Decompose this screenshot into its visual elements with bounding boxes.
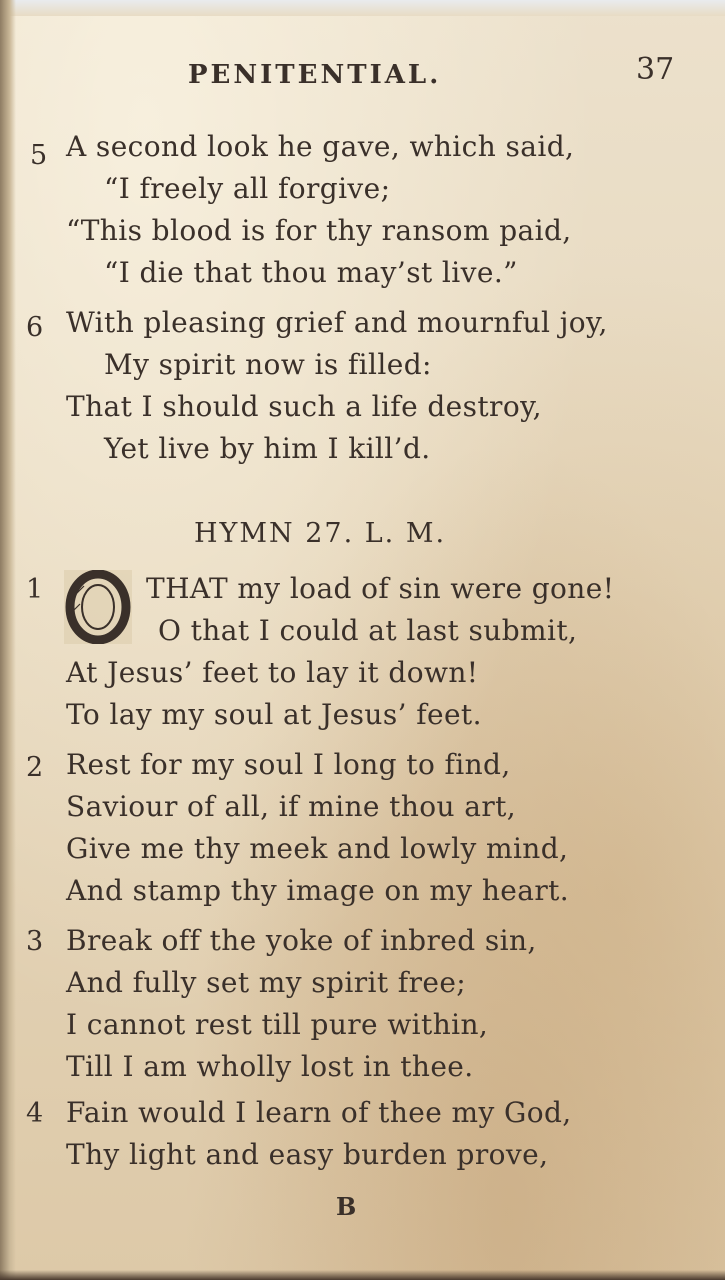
stanza-number: 3 xyxy=(26,926,44,957)
stanza-number: 5 xyxy=(30,140,48,171)
verse-line: Fain would I learn of thee my God, xyxy=(66,1096,572,1129)
stanza-number: 4 xyxy=(26,1098,44,1129)
verse-line: “I die that thou may’st live.” xyxy=(104,256,518,289)
verse-line: Rest for my soul I long to find, xyxy=(66,748,511,781)
hymn-title: HYMN 27. L. M. xyxy=(194,518,447,549)
verse-line: I cannot rest till pure within, xyxy=(66,1008,489,1041)
verse-line: Thy light and easy burden prove, xyxy=(66,1138,549,1171)
verse-line: My spirit now is filled: xyxy=(104,348,432,381)
verse-line: “This blood is for thy ransom paid, xyxy=(66,214,572,247)
verse-line: And stamp thy image on my heart. xyxy=(66,874,570,907)
verse-line: Till I am wholly lost in thee. xyxy=(66,1050,474,1083)
page-top-edge xyxy=(0,0,725,16)
verse-line: Saviour of all, if mine thou art, xyxy=(66,790,517,823)
verse-line: THAT my load of sin were gone! xyxy=(146,572,615,605)
page-number: 37 xyxy=(636,52,675,87)
verse-line: Break off the yoke of inbred sin, xyxy=(66,924,537,957)
verse-line: O that I could at last submit, xyxy=(158,614,578,647)
verse-line: At Jesus’ feet to lay it down! xyxy=(66,656,479,689)
verse-line: Give me thy meek and lowly mind, xyxy=(66,832,569,865)
verse-line: With pleasing grief and mournful joy, xyxy=(66,306,608,339)
page-gutter xyxy=(0,0,16,1280)
verse-line: And fully set my spirit free; xyxy=(66,966,467,999)
running-head: PENITENTIAL. xyxy=(188,60,442,90)
verse-line: A second look he gave, which said, xyxy=(66,130,575,163)
stanza-number: 1 xyxy=(26,574,44,605)
stanza-number: 6 xyxy=(26,312,44,343)
verse-line: “I freely all forgive; xyxy=(104,172,391,205)
dropcap-letter xyxy=(64,570,132,644)
page-bottom-edge xyxy=(0,1270,725,1280)
stanza-number: 2 xyxy=(26,752,44,783)
verse-line: To lay my soul at Jesus’ feet. xyxy=(66,698,482,731)
verse-line: That I should such a life destroy, xyxy=(66,390,542,423)
verse-line: Yet live by him I kill’d. xyxy=(104,432,431,465)
signature-mark: B xyxy=(336,1192,357,1221)
